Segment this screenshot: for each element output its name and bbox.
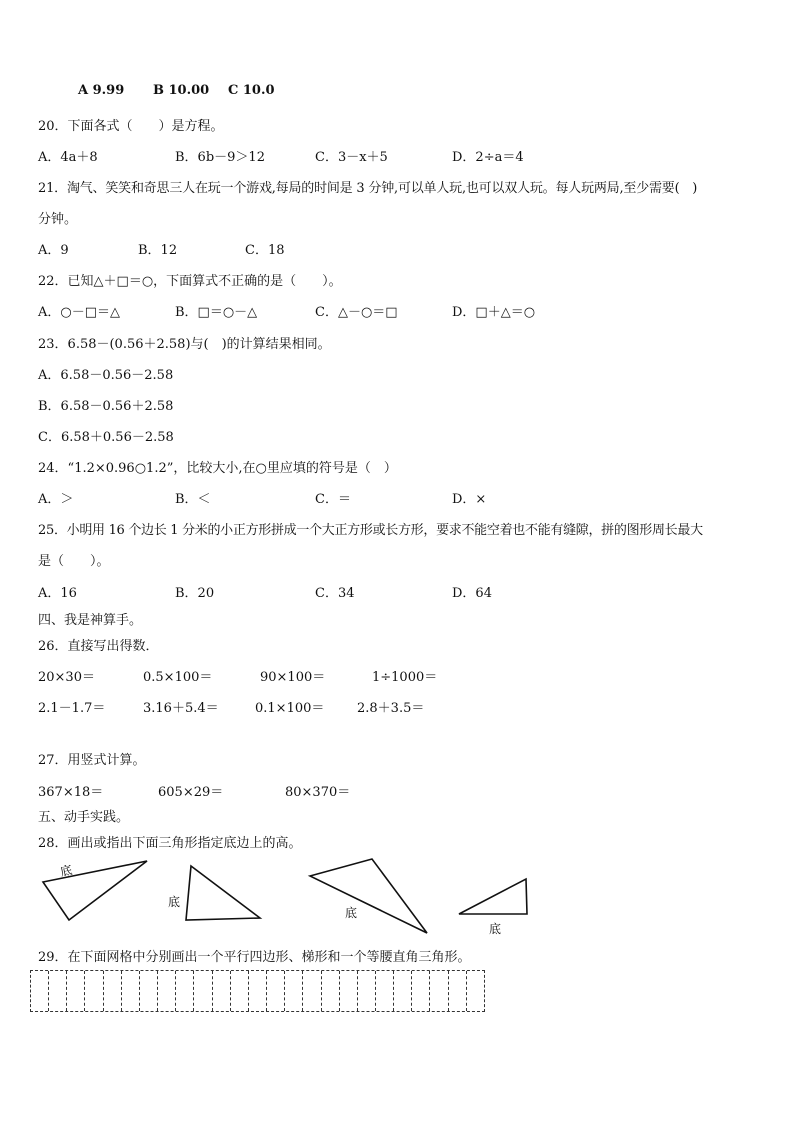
q22-option-c: C．△－○＝□: [315, 305, 398, 320]
q22-option-d: D．□＋△＝○: [452, 305, 536, 320]
triangle-4: [459, 879, 527, 914]
q27-stem: 27．用竖式计算。: [38, 753, 146, 768]
q25-option-c: C．34: [315, 586, 355, 601]
q21-option-a: A．9: [38, 243, 69, 258]
q21-stem-line2: 分钟。: [38, 212, 78, 227]
q26-item: 20×30＝: [38, 670, 95, 685]
q20-option-d: D．2÷a＝4: [452, 150, 524, 165]
q20-stem: 20．下面各式（ ）是方程。: [38, 119, 224, 134]
q27-item: 367×18＝: [38, 785, 104, 800]
q20-option-a: A．4a＋8: [38, 150, 98, 165]
triangle-3: [310, 859, 427, 933]
q19-option-c: C 10.0: [228, 83, 275, 98]
q21-option-b: B．12: [138, 243, 178, 258]
q24-option-a: A．＞: [38, 492, 74, 507]
q25-stem-line1: 25．小明用 16 个边长 1 分米的小正方形拼成一个大正方形或长方形，要求不能空着也不能有缝隙，拼的图形周长最大: [38, 523, 703, 538]
q20-option-c: C．3－x＋5: [315, 150, 388, 165]
q23-stem: 23．6.58－(0.56＋2.58)与( )的计算结果相同。: [38, 337, 331, 352]
q22-stem: 22．已知△＋□＝○，下面算式不正确的是（ ）。: [38, 274, 342, 289]
q26-item: 3.16＋5.4＝: [143, 701, 219, 716]
triangle-2: [186, 866, 260, 920]
q28-stem: 28．画出或指出下面三角形指定底边上的高。: [38, 836, 302, 851]
section-5-heading: 五、动手实践。: [38, 810, 130, 825]
q25-option-a: A．16: [38, 586, 77, 601]
section-4-heading: 四、我是神算手。: [38, 613, 143, 628]
q29-stem: 29．在下面网格中分别画出一个平行四边形、梯形和一个等腰直角三角形。: [38, 950, 471, 965]
q25-option-d: D．64: [452, 586, 492, 601]
q24-option-b: B．＜: [175, 492, 211, 507]
q26-item: 2.1－1.7＝: [38, 701, 106, 716]
q26-item: 90×100＝: [260, 670, 326, 685]
q22-option-a: A．○－□＝△: [38, 305, 121, 320]
base-label-1: 底: [58, 862, 74, 880]
base-label-4: 底: [489, 922, 502, 936]
q26-item: 2.8＋3.5＝: [357, 701, 425, 716]
q24-stem: 24．“1.2×0.96○1.2”，比较大小,在○里应填的符号是（ ）: [38, 461, 397, 476]
q24-option-c: C．＝: [315, 492, 351, 507]
base-label-2: 底: [168, 895, 181, 909]
q22-option-b: B．□＝○－△: [175, 305, 258, 320]
q26-stem: 26．直接写出得数．: [38, 639, 159, 654]
q21-stem-line1: 21．淘气、笑笑和奇思三人在玩一个游戏,每局的时间是 3 分钟,可以单人玩,也可以双人玩。每人玩两局,至少需要( ): [38, 181, 698, 196]
base-label-3: 底: [345, 906, 358, 920]
triangle-1: [43, 861, 147, 920]
q27-item: 605×29＝: [158, 785, 224, 800]
q26-item: 1÷1000＝: [372, 670, 438, 685]
q19-option-a: A 9.99: [78, 83, 125, 98]
q23-option-b: B．6.58－0.56＋2.58: [38, 399, 174, 414]
q21-option-c: C．18: [245, 243, 285, 258]
q23-option-c: C．6.58＋0.56－2.58: [38, 430, 174, 445]
q25-stem-line2: 是（ ）。: [38, 554, 110, 569]
q26-item: 0.5×100＝: [143, 670, 213, 685]
q19-option-b: B 10.00: [153, 83, 210, 98]
q23-option-a: A．6.58－0.56－2.58: [38, 368, 174, 383]
q25-option-b: B．20: [175, 586, 215, 601]
q20-option-b: B．6b－9＞12: [175, 150, 265, 165]
q26-item: 0.1×100＝: [255, 701, 325, 716]
drawing-grid: [30, 970, 485, 1012]
q27-item: 80×370＝: [285, 785, 351, 800]
q24-option-d: D．×: [452, 492, 487, 507]
